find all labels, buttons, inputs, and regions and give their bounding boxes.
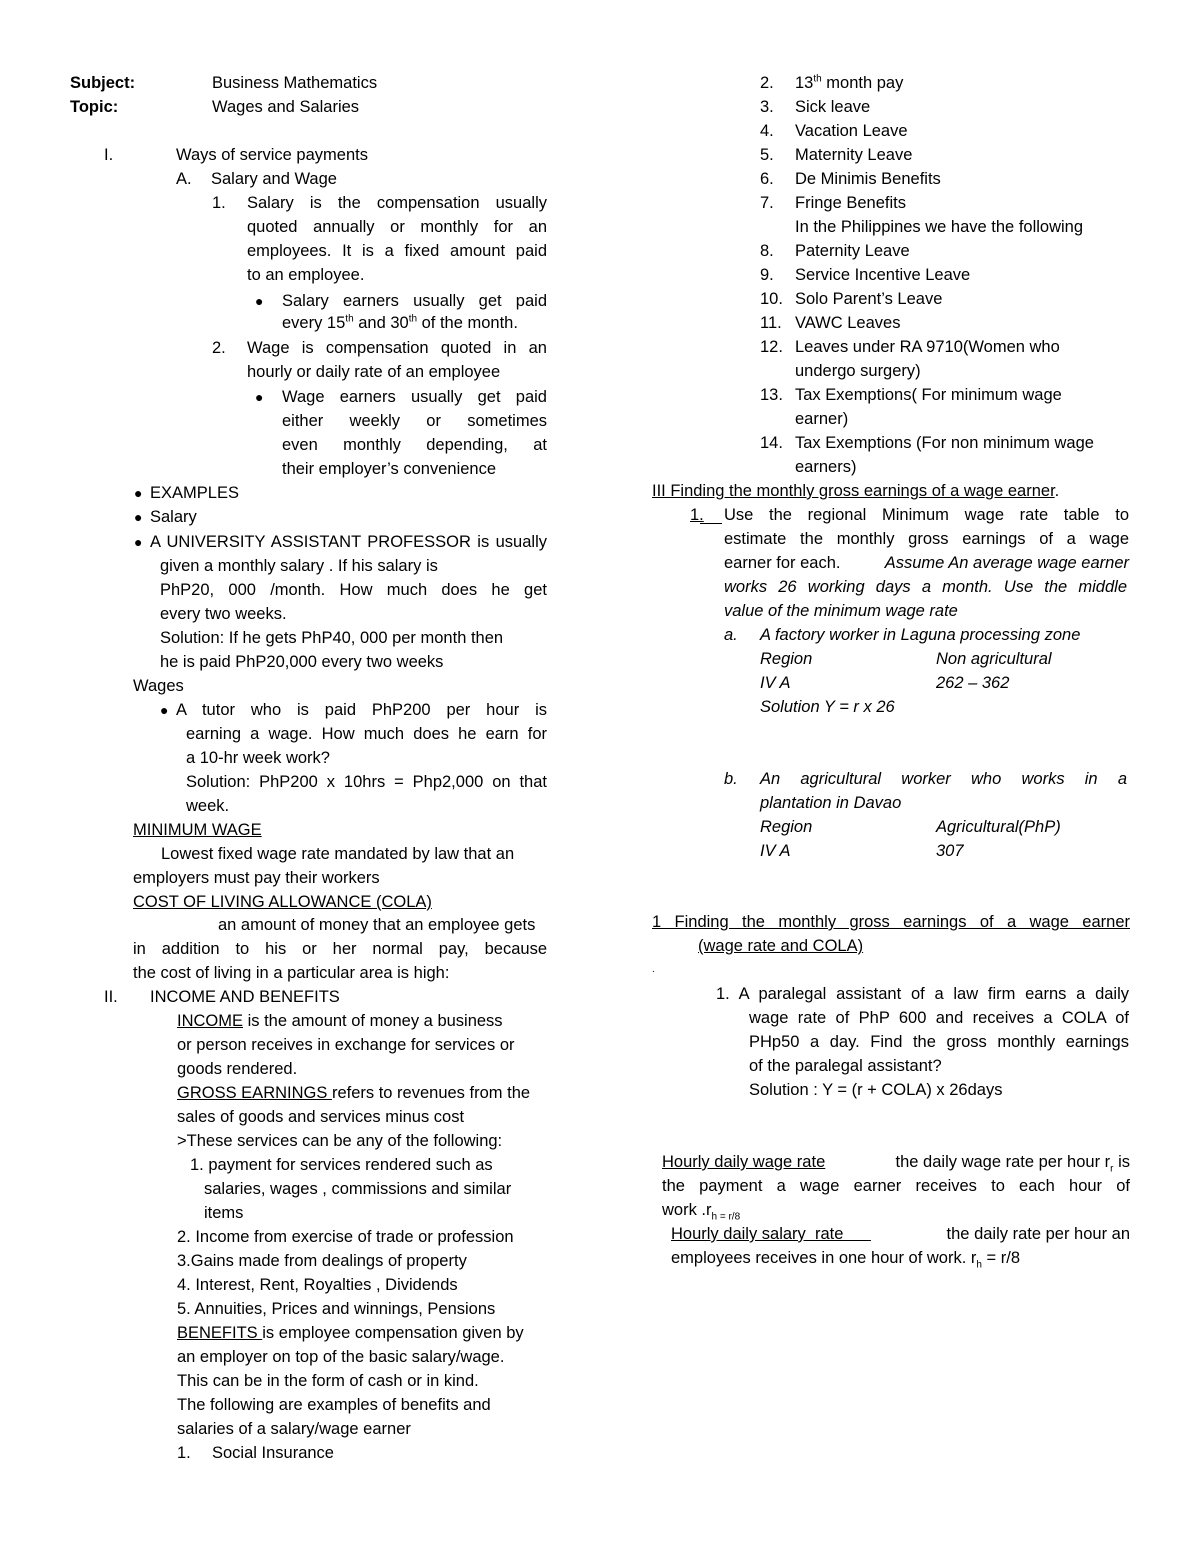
list-number: 14. <box>760 434 783 452</box>
section-heading: (wage rate and COLA) <box>698 937 864 955</box>
list-item: salaries, wages , commissions and similar <box>204 1180 512 1198</box>
list-item: 2. Income from exercise of trade or profession <box>177 1228 514 1246</box>
list-item: 3.Gains made from dealings of property <box>177 1252 467 1270</box>
list-number: 5. <box>760 146 774 164</box>
list-item: Vacation Leave <box>795 122 908 140</box>
paragraph-line: employees. It is a fixed amount paid <box>247 242 547 260</box>
paragraph-line: the payment a wage earner receives to each hour of <box>662 1177 1130 1195</box>
topic-label: Topic: <box>70 98 119 116</box>
term-heading: COST OF LIVING ALLOWANCE (COLA) <box>133 893 432 911</box>
paragraph-line: sales of goods and services minus cost <box>177 1108 465 1126</box>
item-letter: a. <box>724 626 738 644</box>
paragraph-line: PHp50 a day. Find the gross monthly earnings <box>749 1033 1129 1051</box>
list-item-continued: earners) <box>795 458 857 476</box>
list-number: 7. <box>760 194 774 212</box>
paragraph-line: This can be in the form of cash or in kind. <box>177 1372 479 1390</box>
paragraph-line: of the paralegal assistant? <box>749 1057 942 1075</box>
section-number: II. <box>104 988 118 1006</box>
list-number: 2. <box>212 339 226 357</box>
list-number: 1. <box>690 506 704 524</box>
paragraph-line: estimate the monthly gross earnings of a wage <box>724 530 1129 548</box>
table-cell: 262 – 362 <box>936 674 1010 692</box>
solution-line: Solution: If he gets PhP40, 000 per month then <box>160 629 504 647</box>
subsection-letter: A. <box>176 170 192 188</box>
list-item: Fringe Benefits <box>795 194 906 212</box>
list-heading: EXAMPLES <box>150 484 239 502</box>
paragraph-line: INCOME is the amount of money a business <box>177 1012 503 1030</box>
topic-value: Wages and Salaries <box>212 98 360 116</box>
list-item: 1. payment for services rendered such as <box>190 1156 493 1174</box>
list-item: Sick leave <box>795 98 871 116</box>
section-heading: 1 Finding the monthly gross earnings of a wage earner <box>652 913 1130 931</box>
paragraph-line: wage rate of PhP 600 and receives a COLA of <box>749 1009 1129 1027</box>
paragraph-line: Wage earners usually get paid <box>282 388 547 406</box>
section-heading: III Finding the monthly gross earnings of a wage earner. <box>652 482 1060 500</box>
paragraph-line: works 26 working days a month. Use the middle <box>724 578 1127 596</box>
list-item: Maternity Leave <box>795 146 913 164</box>
list-item-continued: undergo surgery) <box>795 362 921 380</box>
paragraph-line: to an employee. <box>247 266 365 284</box>
subsection-heading: Salary and Wage <box>211 170 337 188</box>
solution-line: Solution Y = r x 26 <box>760 698 895 716</box>
paragraph-line: the cost of living in a particular area is high: <box>133 964 450 982</box>
list-item: Leaves under RA 9710(Women who <box>795 338 1060 356</box>
paragraph-line: Use the regional Minimum wage rate table to <box>724 506 1129 524</box>
paragraph-line: In the Philippines we have the following <box>795 218 1084 236</box>
list-item: items <box>204 1204 244 1222</box>
list-item: 4. Interest, Rent, Royalties , Dividends <box>177 1276 458 1294</box>
paragraph-line: or person receives in exchange for services or <box>177 1036 515 1054</box>
bullet-icon: ● <box>134 534 143 550</box>
list-number: 11. <box>760 314 782 332</box>
paragraph-line: 1. A paralegal assistant of a law firm earns a daily <box>716 985 1129 1003</box>
paragraph-line: salaries of a salary/wage earner <box>177 1420 411 1438</box>
paragraph-line: Salary is the compensation usually <box>247 194 547 212</box>
table-header: Region <box>760 818 813 836</box>
bullet-icon: ● <box>134 509 143 525</box>
solution-line: Solution: PhP200 x 10hrs = Php2,000 on that <box>186 773 547 791</box>
table-header: Non agricultural <box>936 650 1052 668</box>
list-number: 3. <box>760 98 774 116</box>
paragraph-line: in addition to his or her normal pay, because <box>133 940 547 958</box>
list-item: Tax Exemptions (For non minimum wage <box>795 434 1094 452</box>
list-item: VAWC Leaves <box>795 314 901 332</box>
table-cell: IV A <box>760 842 791 860</box>
list-item: Paternity Leave <box>795 242 910 260</box>
section-heading: INCOME AND BENEFITS <box>150 988 340 1006</box>
paragraph-line: earner for each. Assume An average wage earner <box>724 554 1129 572</box>
list-number: 8. <box>760 242 774 260</box>
paragraph-line: their employer’s convenience <box>282 460 497 478</box>
paragraph-line: goods rendered. <box>177 1060 298 1078</box>
paragraph-line: even monthly depending, at <box>282 436 547 454</box>
list-number: 4. <box>760 122 774 140</box>
bullet-icon: ● <box>134 485 143 501</box>
paragraph-line: GROSS EARNINGS refers to revenues from the <box>177 1084 531 1102</box>
list-number: 12. <box>760 338 783 356</box>
list-number: 6. <box>760 170 774 188</box>
list-item: De Minimis Benefits <box>795 170 941 188</box>
list-item: Salary <box>150 508 197 526</box>
list-item: Service Incentive Leave <box>795 266 971 284</box>
solution-line: he is paid PhP20,000 every two weeks <box>160 653 444 671</box>
paragraph-line: value of the minimum wage rate <box>724 602 958 620</box>
bullet-icon: ● <box>160 702 169 718</box>
section-heading: Ways of service payments <box>176 146 368 164</box>
section-number: I. <box>104 146 114 164</box>
paragraph-line: employees receives in one hour of work. $r_h = r/8$ <box>671 1249 1021 1271</box>
paragraph-line: A factory worker in Laguna processing zone <box>760 626 1081 644</box>
paragraph-line: work $.r_{h = r/8}$ <box>662 1201 741 1223</box>
table-cell: 307 <box>936 842 964 860</box>
paragraph-line: plantation in Davao <box>760 794 902 812</box>
paragraph-line: Hourly daily salary rate the daily rate per hour an <box>671 1225 1130 1243</box>
paragraph-line: given a monthly salary . If his salary is <box>160 557 438 575</box>
subject-label: Subject: <box>70 74 136 92</box>
list-item: 5. Annuities, Prices and winnings, Pensions <box>177 1300 496 1318</box>
table-header: Region <box>760 650 813 668</box>
list-number: 9. <box>760 266 774 284</box>
list-number: 13. <box>760 386 783 404</box>
paragraph-line: Hourly daily wage rate the daily wage rate per hour $r_r$ is <box>662 1153 1130 1175</box>
item-letter: b. <box>724 770 738 788</box>
paragraph-line: PhP20, 000 /month. How much does he get <box>160 581 547 599</box>
underline-rule <box>700 503 722 524</box>
paragraph-line: Lowest fixed wage rate mandated by law that an <box>161 845 515 863</box>
paragraph-line: >These services can be any of the following: <box>177 1132 503 1150</box>
table-cell: IV A <box>760 674 791 692</box>
stray-dot: . <box>652 964 655 975</box>
paragraph-line: Wage is compensation quoted in an <box>247 339 547 357</box>
bullet-icon: ● <box>255 389 264 405</box>
solution-line: week. <box>186 797 230 815</box>
paragraph-line: A UNIVERSITY ASSISTANT PROFESSOR is usually <box>150 533 547 551</box>
paragraph-line: an employer on top of the basic salary/wage. <box>177 1348 505 1366</box>
list-item: 13th month pay <box>795 73 904 92</box>
paragraph-line: an amount of money that an employee gets <box>218 916 536 934</box>
paragraph-line: Salary earners usually get paid <box>282 292 547 310</box>
paragraph-line: either weekly or sometimes <box>282 412 547 430</box>
subject-value: Business Mathematics <box>212 74 378 92</box>
list-item: Tax Exemptions( For minimum wage <box>795 386 1062 404</box>
paragraph-line: The following are examples of benefits and <box>177 1396 491 1414</box>
paragraph-line: A tutor who is paid PhP200 per hour is <box>176 701 547 719</box>
paragraph-line: hourly or daily rate of an employee <box>247 363 501 381</box>
list-number: 2. <box>760 74 774 92</box>
list-number: 10. <box>760 290 783 308</box>
paragraph-line: a 10-hr week work? <box>186 749 330 767</box>
paragraph-line: BENEFITS is employee compensation given by <box>177 1324 524 1342</box>
table-header: Agricultural(PhP) <box>936 818 1061 836</box>
bullet-icon: ● <box>255 293 264 309</box>
term-heading: MINIMUM WAGE <box>133 821 262 839</box>
list-item: Social Insurance <box>212 1444 334 1462</box>
list-item: Solo Parent’s Leave <box>795 290 943 308</box>
list-item-continued: earner) <box>795 410 849 428</box>
paragraph-line: every two weeks. <box>160 605 287 623</box>
list-number: 1. <box>177 1444 191 1462</box>
paragraph-line: earning a wage. How much does he earn for <box>186 725 547 743</box>
list-heading: Wages <box>133 677 184 695</box>
paragraph-line: An agricultural worker who works in a <box>760 770 1127 788</box>
solution-line: Solution : Y = (r + COLA) x 26days <box>749 1081 1003 1099</box>
paragraph-line: employers must pay their workers <box>133 869 380 887</box>
list-number: 1. <box>212 194 226 212</box>
paragraph-line: every 15th and 30th of the month. <box>282 313 518 332</box>
paragraph-line: quoted annually or monthly for an <box>247 218 547 236</box>
